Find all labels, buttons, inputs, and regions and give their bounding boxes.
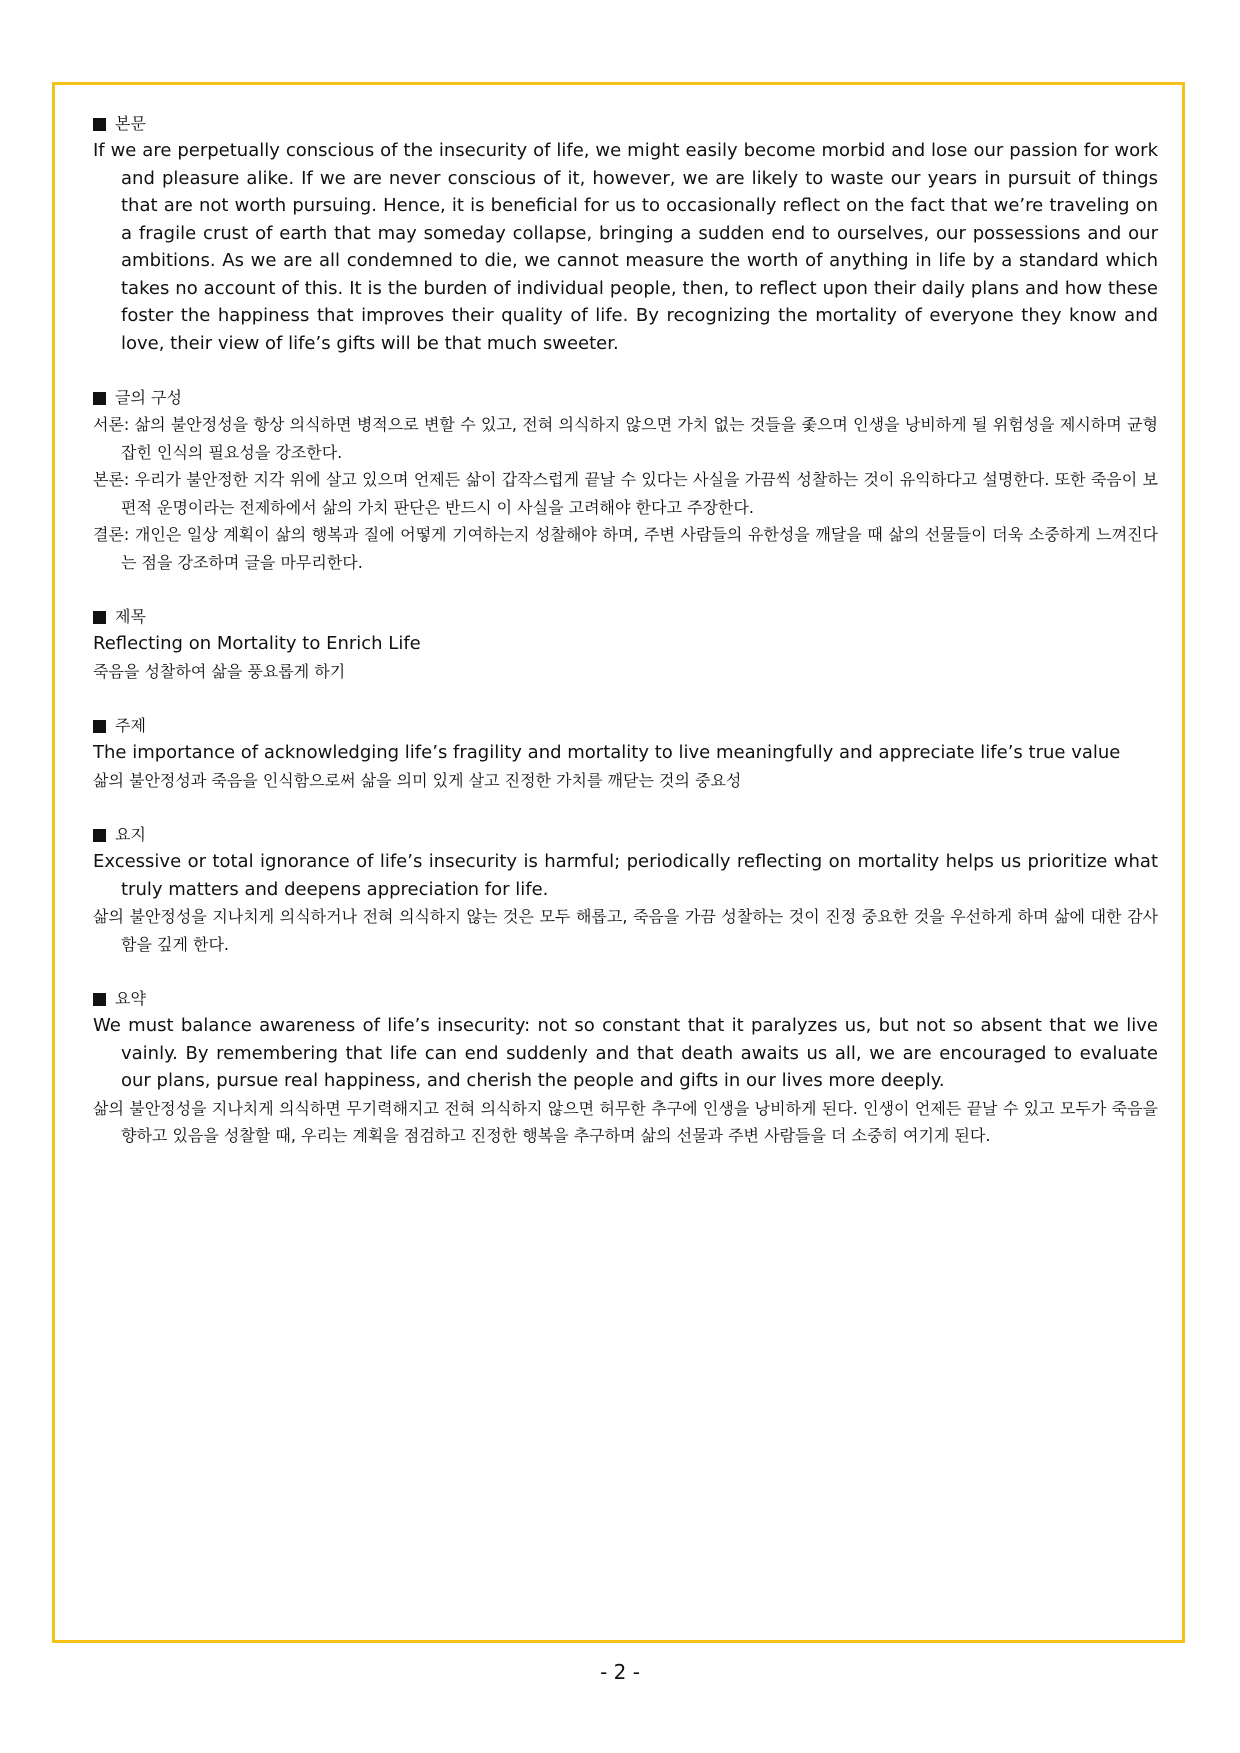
square-bullet-icon: [93, 720, 106, 733]
theme-korean: 삶의 불안정성과 죽음을 인식함으로써 삶을 의미 있게 살고 진정한 가치를 깨닫는 것의 중요성: [93, 770, 742, 790]
summary-korean: 삶의 불안정성을 지나치게 의식하면 무기력해지고 전혀 의식하지 않으면 허무한 추구에 인생을 낭비하게 된다. 인생이 언제든 끝날 수 있고 모두가 죽음을 향하고 있음을 성찰할 때, 우리는 계획을 점검하고 진정한 행복을 추구하며 삶의 선물과 주변 사람들을 더 소중히 여기게 된다.: [93, 1098, 1158, 1145]
title-english: Reflecting on Mortality to Enrich Life: [93, 633, 421, 654]
document-content: [93, 110, 1158, 1177]
heading-label: 제목: [115, 607, 146, 626]
gist-korean: 삶의 불안정성을 지나치게 의식하거나 전혀 의식하지 않는 것은 모두 해롭고, 죽음을 가끔 성찰하는 것이 진정 중요한 것을 우선하게 하며 삶에 대한 감사함을 깊게 한다.: [93, 907, 1158, 954]
heading-label: 주제: [115, 716, 146, 735]
section-structure: [93, 384, 1158, 576]
heading-label: 요약: [115, 989, 146, 1008]
section-summary: [93, 985, 1158, 1150]
square-bullet-icon: [93, 611, 106, 624]
square-bullet-icon: [93, 118, 106, 131]
title-korean: 죽음을 성찰하여 삶을 풍요롭게 하기: [93, 661, 346, 681]
heading-label: 요지: [115, 825, 146, 844]
heading-label: 글의 구성: [115, 388, 182, 407]
page-number: - 2 -: [600, 1660, 640, 1684]
section-theme: [93, 712, 1158, 794]
section-heading: [93, 384, 1158, 411]
section-body: [93, 110, 1158, 357]
summary-english: We must balance awareness of life’s insecurity: not so constant that it paralyzes us, but not so absent that we live vainly. By remembering that life can end suddenly and that death awaits us all, we are encouraged to evaluate our plans, pursue real happiness, and cherish the people and gifts in our lives more deeply.: [93, 1015, 1158, 1091]
section-heading: [93, 985, 1158, 1012]
structure-conclusion: 결론: 개인은 일상 계획이 삶의 행복과 질에 어떻게 기여하는지 성찰해야 하며, 주변 사람들의 유한성을 깨달을 때 삶의 선물들이 더욱 소중하게 느껴진다는 점을 강조하며 글을 마무리한다.: [93, 525, 1158, 572]
section-heading: [93, 821, 1158, 848]
theme-english: The importance of acknowledging life’s fragility and mortality to live meaningfully and appreciate life’s true value: [93, 742, 1121, 763]
section-gist: [93, 821, 1158, 958]
body-text: If we are perpetually conscious of the insecurity of life, we might easily become morbid and lose our passion for work and pleasure alike. If we are never conscious of it, however, we are likely to waste our years in pursuit of things that are not worth pursuing. Hence, it is beneficial for us to occasionally reflect on the fact that we’re traveling on a fragile crust of earth that may someday collapse, bringing a sudden end to ourselves, our possessions and our ambitions. As we are all condemned to die, we cannot measure the worth of anything in life by a standard which takes no account of this. It is the burden of individual people, then, to reflect upon their daily plans and how these foster the happiness that improves their quality of life. By recognizing the mortality of everyone they know and love, their view of life’s gifts will be that much sweeter.: [93, 140, 1158, 354]
structure-main: 본론: 우리가 불안정한 지각 위에 살고 있으며 언제든 삶이 갑작스럽게 끝날 수 있다는 사실을 가끔씩 성찰하는 것이 유익하다고 설명한다. 또한 죽음이 보편적 운명이라는 전제하에서 삶의 가치 판단은 반드시 이 사실을 고려해야 한다고 주장한다.: [93, 470, 1158, 517]
heading-label: 본문: [115, 114, 146, 133]
structure-intro: 서론: 삶의 불안정성을 항상 의식하면 병적으로 변할 수 있고, 전혀 의식하지 않으면 가치 없는 것들을 좇으며 인생을 낭비하게 될 위험성을 제시하며 균형 잡힌 인식의 필요성을 강조한다.: [93, 415, 1158, 462]
gist-english: Excessive or total ignorance of life’s insecurity is harmful; periodically reflecting on mortality helps us prioritize what truly matters and deepens appreciation for life.: [93, 851, 1158, 900]
section-heading: [93, 603, 1158, 630]
section-heading: [93, 110, 1158, 137]
section-title: [93, 603, 1158, 685]
square-bullet-icon: [93, 993, 106, 1006]
section-heading: [93, 712, 1158, 739]
square-bullet-icon: [93, 392, 106, 405]
square-bullet-icon: [93, 829, 106, 842]
